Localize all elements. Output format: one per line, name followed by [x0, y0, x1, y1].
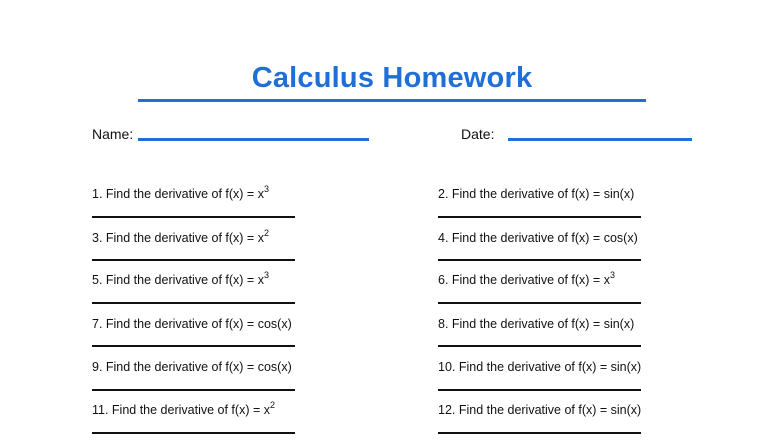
name-label: Name:: [92, 126, 134, 142]
question-exponent: 2: [263, 228, 269, 238]
question-10: [438, 358, 641, 374]
answer-line-3[interactable]: [92, 259, 295, 261]
question-7: [92, 315, 292, 331]
question-text: 12. Find the derivative of f(x) = sin(x): [438, 403, 642, 418]
answer-line-11[interactable]: [92, 432, 295, 434]
question-text: 8. Find the derivative of f(x) = sin(x): [438, 317, 635, 332]
name-field[interactable]: [138, 138, 369, 141]
question-exponent: 3: [263, 184, 269, 194]
page-title: Calculus Homework: [251, 62, 533, 94]
answer-line-9[interactable]: [92, 389, 295, 391]
answer-line-7[interactable]: [92, 345, 295, 347]
title-underline: [138, 99, 646, 102]
question-8: [438, 315, 634, 331]
answer-line-10[interactable]: [438, 389, 641, 391]
answer-line-12[interactable]: [438, 432, 641, 434]
question-11: [92, 401, 275, 417]
question-text: 9. Find the derivative of f(x) = cos(x): [92, 360, 292, 375]
question-exponent: 2: [269, 400, 275, 410]
question-1: [92, 185, 269, 201]
question-text: 10. Find the derivative of f(x) = sin(x): [438, 360, 642, 375]
answer-line-2[interactable]: [438, 216, 641, 218]
answer-line-4[interactable]: [438, 259, 641, 261]
question-exponent: 3: [263, 270, 269, 280]
question-2: [438, 185, 634, 201]
date-label: Date:: [461, 126, 495, 142]
question-text: 7. Find the derivative of f(x) = cos(x): [92, 317, 292, 332]
question-text: 6. Find the derivative of f(x) = x: [438, 273, 610, 288]
answer-line-6[interactable]: [438, 302, 641, 304]
question-text: 5. Find the derivative of f(x) = x: [92, 273, 264, 288]
answer-line-8[interactable]: [438, 345, 641, 347]
question-4: [438, 229, 638, 245]
question-text: 4. Find the derivative of f(x) = cos(x): [438, 231, 638, 246]
question-3: [92, 229, 269, 245]
question-12: [438, 401, 641, 417]
question-text: 3. Find the derivative of f(x) = x: [92, 231, 264, 246]
question-text: 2. Find the derivative of f(x) = sin(x): [438, 187, 635, 202]
question-text: 11. Find the derivative of f(x) = x: [92, 403, 270, 418]
question-5: [92, 271, 269, 287]
question-text: 1. Find the derivative of f(x) = x: [92, 187, 264, 202]
question-9: [92, 358, 292, 374]
answer-line-5[interactable]: [92, 302, 295, 304]
answer-line-1[interactable]: [92, 216, 295, 218]
date-field[interactable]: [508, 138, 692, 141]
question-6: [438, 271, 615, 287]
question-exponent: 3: [609, 270, 615, 280]
